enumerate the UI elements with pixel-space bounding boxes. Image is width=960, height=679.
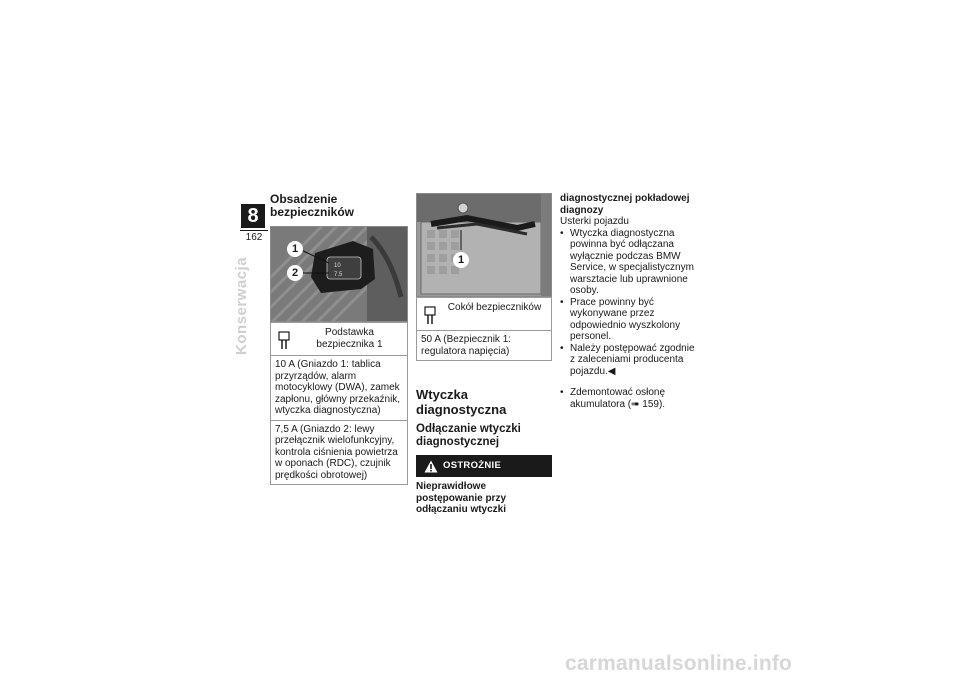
- subsection-heading-disconnect: Odłączanie wtyczki diagnostycznej: [416, 423, 521, 448]
- caution-list: [560, 228, 700, 378]
- fuse-holder-photo: [270, 226, 408, 322]
- fuse-base-illustration: [417, 194, 552, 297]
- step-item: • Zdemontować osłonę akumulatora (➠ 159).: [560, 387, 700, 410]
- list-item: • Wtyczka diagnostyczna powinna być odłączana wyłącznie podczas BMW Service, w specjalistycznym warsztacie lub uprawnione osoby.: [560, 228, 700, 297]
- fuse-table-1: [270, 322, 408, 485]
- caution-consequence: Usterki pojazdu: [560, 216, 629, 227]
- chapter-title-vertical: Konserwacja: [233, 256, 250, 355]
- callout-1: 1: [287, 241, 303, 257]
- column-fuse-assignment: [270, 193, 408, 485]
- callout-1: 1: [453, 252, 469, 268]
- fuse-table-title: Podstawka bezpiecznika 1: [316, 327, 383, 350]
- fuse-icon: [421, 306, 439, 326]
- page-number: 162: [240, 230, 268, 243]
- fuse-table-header: [271, 322, 407, 355]
- fuse-icon: [275, 331, 293, 351]
- fuse-table-row: 50 A (Bezpiecznik 1: regulatora napięcia): [417, 330, 551, 360]
- fuse-table-header: [417, 297, 551, 330]
- fuse-table-title: Cokół bezpieczników: [447, 302, 542, 313]
- caution-label: OSTROŻNIE: [443, 460, 502, 472]
- caution-banner: [416, 455, 552, 477]
- fuse-base-photo: [416, 193, 552, 297]
- svg-text:7.5: 7.5: [334, 272, 343, 278]
- column-continuation: [560, 193, 700, 410]
- fuse-table-row: 10 A (Gniazdo 1: tablica przyrządów, alarm motocyklowy (DWA), zamek zapłonu, główny przekaźnik, wtyczka diagnostyczna): [271, 355, 407, 420]
- list-item: • Prace powinny być wykonywane przez odpowiednio wyszkolony personel.: [560, 297, 700, 343]
- fuse-table-2: [416, 297, 552, 361]
- list-item: • Należy postępować zgodnie z zaleceniami producenta pojazdu.◀: [560, 343, 700, 378]
- svg-text:10: 10: [334, 263, 341, 269]
- fuse-table-row: 7,5 A (Gniazdo 2: lewy przełącznik wielofunkcyjny, kontrola ciśnienia powietrza w oponach (RDC), czujnik prędkości obrotowej): [271, 420, 407, 485]
- section-heading-fuse-assignment: Obsadzenie bezpieczników: [270, 192, 355, 219]
- caution-title: Nieprawidłowe postępowanie przy odłączaniu wtyczki: [416, 481, 507, 515]
- watermark: carmanualsonline.info: [565, 652, 793, 675]
- section-heading-diagnostic-plug: Wtyczka diagnostyczna: [416, 387, 507, 417]
- warning-triangle-icon: [424, 460, 438, 473]
- callout-2: 2: [287, 265, 303, 281]
- chapter-number: 8: [241, 204, 265, 228]
- caution-title-continued: diagnostycznej pokładowej diagnozy: [560, 193, 690, 216]
- column-diagnostic: [416, 193, 552, 516]
- step-list: [560, 387, 700, 410]
